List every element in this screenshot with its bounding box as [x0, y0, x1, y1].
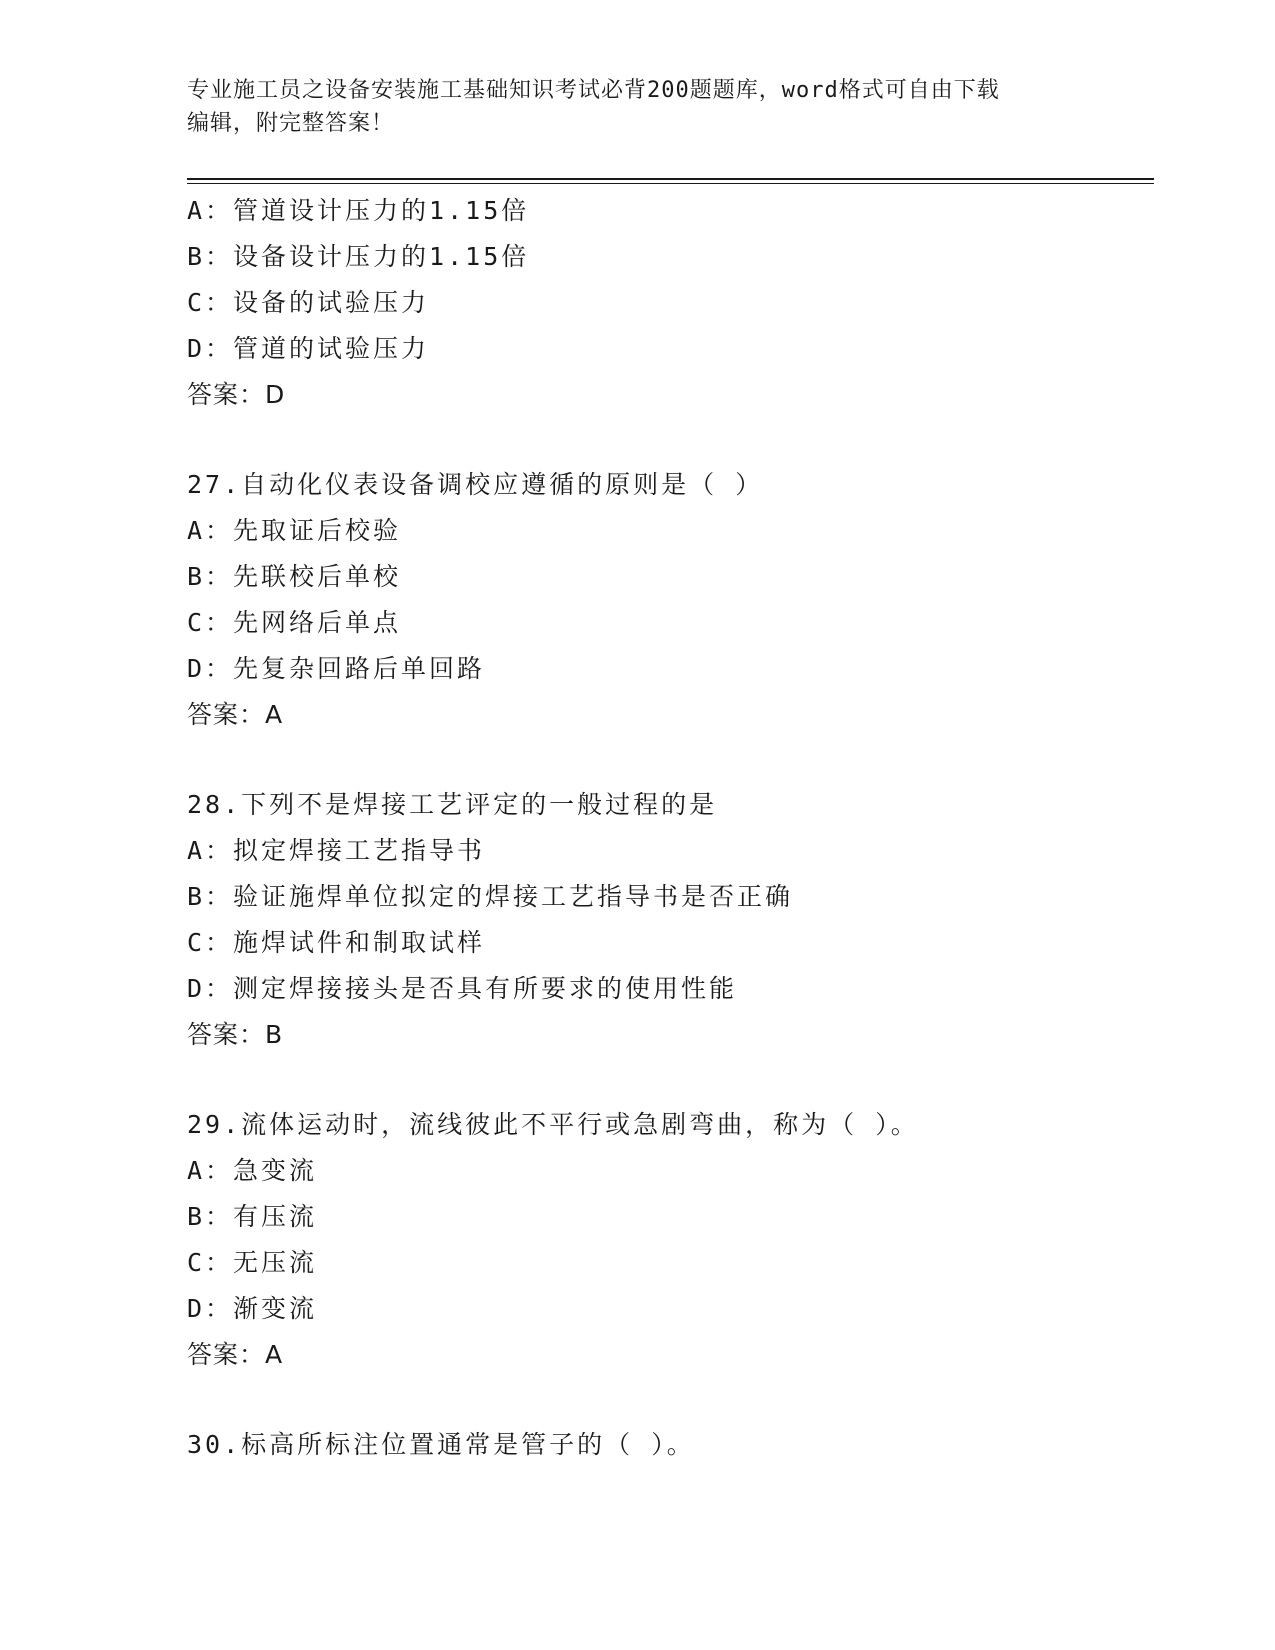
option-a: A：拟定焊接工艺指导书: [187, 836, 486, 865]
option-d: D：测定焊接接头是否具有所要求的使用性能: [187, 974, 738, 1003]
option-c: C：无压流: [187, 1248, 318, 1277]
question-list: [187, 188, 1147, 1468]
option-d: D：渐变流: [187, 1294, 318, 1323]
option-b: B：设备设计压力的1.15倍: [187, 242, 530, 271]
option-b: B：验证施焊单位拟定的焊接工艺指导书是否正确: [187, 882, 794, 911]
question-block-28: [187, 782, 1147, 1058]
option-a: A：先取证后校验: [187, 516, 402, 545]
question-text: 28.下列不是焊接工艺评定的一般过程的是: [187, 790, 718, 819]
option-a: A：急变流: [187, 1156, 318, 1185]
option-b: B：有压流: [187, 1202, 318, 1231]
question-block-29: [187, 1102, 1147, 1378]
spacer: [187, 1378, 1147, 1422]
answer-line: 答案：A: [187, 1340, 284, 1369]
option-b: B：先联校后单校: [187, 562, 402, 591]
document-header: [187, 74, 1087, 140]
question-text: 30.标高所标注位置通常是管子的（ ）。: [187, 1430, 695, 1459]
question-text: 29.流体运动时，流线彼此不平行或急剧弯曲，称为（ ）。: [187, 1110, 919, 1139]
header-divider-thin: [187, 183, 1154, 184]
option-c: C：施焊试件和制取试样: [187, 928, 486, 957]
question-block-30: [187, 1422, 1147, 1468]
option-c: C：设备的试验压力: [187, 288, 430, 317]
answer-line: 答案：B: [187, 1020, 284, 1049]
question-text: 27.自动化仪表设备调校应遵循的原则是（ ）: [187, 470, 764, 499]
option-d: D：先复杂回路后单回路: [187, 654, 486, 683]
spacer: [187, 1058, 1147, 1102]
answer-line: 答案：D: [187, 380, 286, 409]
header-title-line-1: 专业施工员之设备安装施工基础知识考试必背200题题库，word格式可自由下载: [187, 78, 1000, 103]
spacer: [187, 738, 1147, 782]
answer-line: 答案：A: [187, 700, 284, 729]
spacer: [187, 418, 1147, 462]
option-a: A：管道设计压力的1.15倍: [187, 196, 530, 225]
option-c: C：先网络后单点: [187, 608, 402, 637]
header-divider-thick: [187, 178, 1154, 180]
question-block-27: [187, 462, 1147, 738]
header-title-line-2: 编辑，附完整答案！: [187, 111, 395, 136]
option-d: D：管道的试验压力: [187, 334, 430, 363]
question-block-26: [187, 188, 1147, 418]
